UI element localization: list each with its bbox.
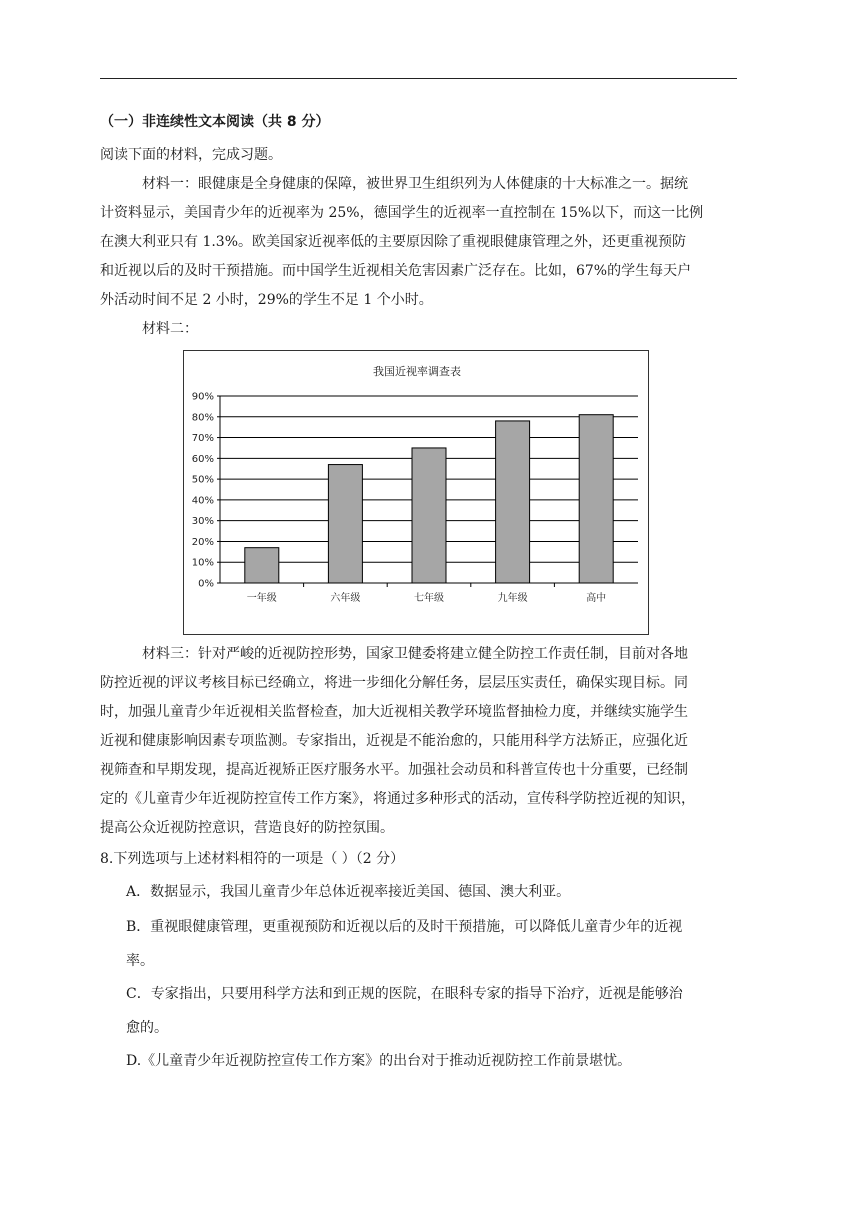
option-c-continued: 愈的。	[126, 1020, 168, 1036]
question-8	[100, 843, 740, 1079]
option-a: A．数据显示，我国儿童青少年总体近视率接近美国、德国、澳大利亚。	[126, 884, 571, 900]
material-one-line: 外活动时间不足 2 小时，29%的学生不足 1 个小时。	[100, 292, 433, 308]
material-one-line: 计资料显示，美国青少年的近视率为 25%，德国学生的近视率一直控制在 15%以下，而这一比例	[100, 205, 704, 221]
y-tick-label: 60%	[191, 453, 214, 465]
y-tick-label: 40%	[191, 495, 214, 507]
y-tick-label: 90%	[191, 391, 214, 403]
material-three	[100, 640, 740, 843]
myopia-chart	[183, 350, 649, 635]
material-two-label: 材料二：	[142, 321, 198, 337]
section-heading: （一）非连续性文本阅读（共 8 分）	[100, 114, 330, 130]
x-tick-label: 一年级	[246, 593, 277, 604]
option-c: C．专家指出，只要用科学方法和到正规的医院，在眼科专家的指导下治疗，近视是能够治	[126, 986, 683, 1002]
material-three-line: 提高公众近视防控意识，营造良好的防控氛围。	[100, 820, 394, 836]
material-one-line: 材料一：眼健康是全身健康的保障，被世界卫生组织列为人体健康的十大标准之一。据统	[142, 176, 688, 192]
material-three-line: 时，加强儿童青少年近视相关监督检查，加大近视相关教学环境监督抽检力度，并继续实施学生	[100, 704, 688, 720]
x-tick-label: 七年级	[414, 593, 444, 604]
y-tick-label: 30%	[191, 516, 214, 528]
material-three-line: 材料三：针对严峻的近视防控形势，国家卫健委将建立健全防控工作责任制，目前对各地	[142, 646, 688, 662]
chart-title: 我国近视率调查表	[373, 365, 461, 378]
y-tick-label: 20%	[191, 536, 214, 548]
material-one-line: 和近视以后的及时干预措施。而中国学生近视相关危害因素广泛存在。比如，67%的学生每天户	[100, 263, 692, 279]
question-stem: 8.下列选项与上述材料相符的一项是（ ）（2 分）	[100, 851, 405, 867]
y-tick-label: 80%	[191, 412, 214, 424]
bar-1	[328, 465, 362, 583]
x-tick-label: 六年级	[330, 593, 361, 604]
material-three-line: 防控近视的评议考核目标已经确立，将进一步细化分解任务，层层压实责任，确保实现目标。同	[100, 675, 688, 691]
bar-0	[245, 548, 279, 583]
option-d: D.《儿童青少年近视防控宣传工作方案》的出台对于推动近视防控工作前景堪忧。	[126, 1053, 632, 1069]
instruction: 阅读下面的材料，完成习题。	[100, 147, 282, 163]
material-one	[100, 170, 740, 315]
chart-canvas	[184, 351, 650, 636]
y-tick-label: 50%	[191, 474, 214, 486]
y-tick-label: 0%	[198, 578, 214, 590]
option-b: B．重视眼健康管理，更重视预防和近视以后的及时干预措施，可以降低儿童青少年的近视	[126, 919, 683, 935]
material-three-line: 定的《儿童青少年近视防控宣传工作方案》，将通过多种形式的活动，宣传科学防控近视的知识，	[100, 791, 695, 807]
bar-3	[496, 421, 530, 583]
bar-4	[579, 415, 613, 583]
material-one-line: 在澳大利亚只有 1.3%。欧美国家近视率低的主要原因除了重视眼健康管理之外，还更重视预防	[100, 234, 687, 250]
x-tick-label: 高中	[586, 593, 607, 604]
option-b-continued: 率。	[126, 953, 154, 969]
content	[100, 108, 740, 1079]
x-tick-label: 九年级	[497, 593, 528, 604]
material-three-line: 视筛查和早期发现，提高近视矫正医疗服务水平。加强社会动员和科普宣传也十分重要，已经制	[100, 762, 688, 778]
y-tick-label: 70%	[191, 433, 214, 445]
material-three-line: 近视和健康影响因素专项监测。专家指出，近视是不能治愈的，只能用科学方法矫正，应强化近	[100, 733, 688, 749]
header-rule	[100, 78, 737, 79]
bar-2	[412, 448, 446, 583]
y-tick-label: 10%	[191, 557, 214, 569]
